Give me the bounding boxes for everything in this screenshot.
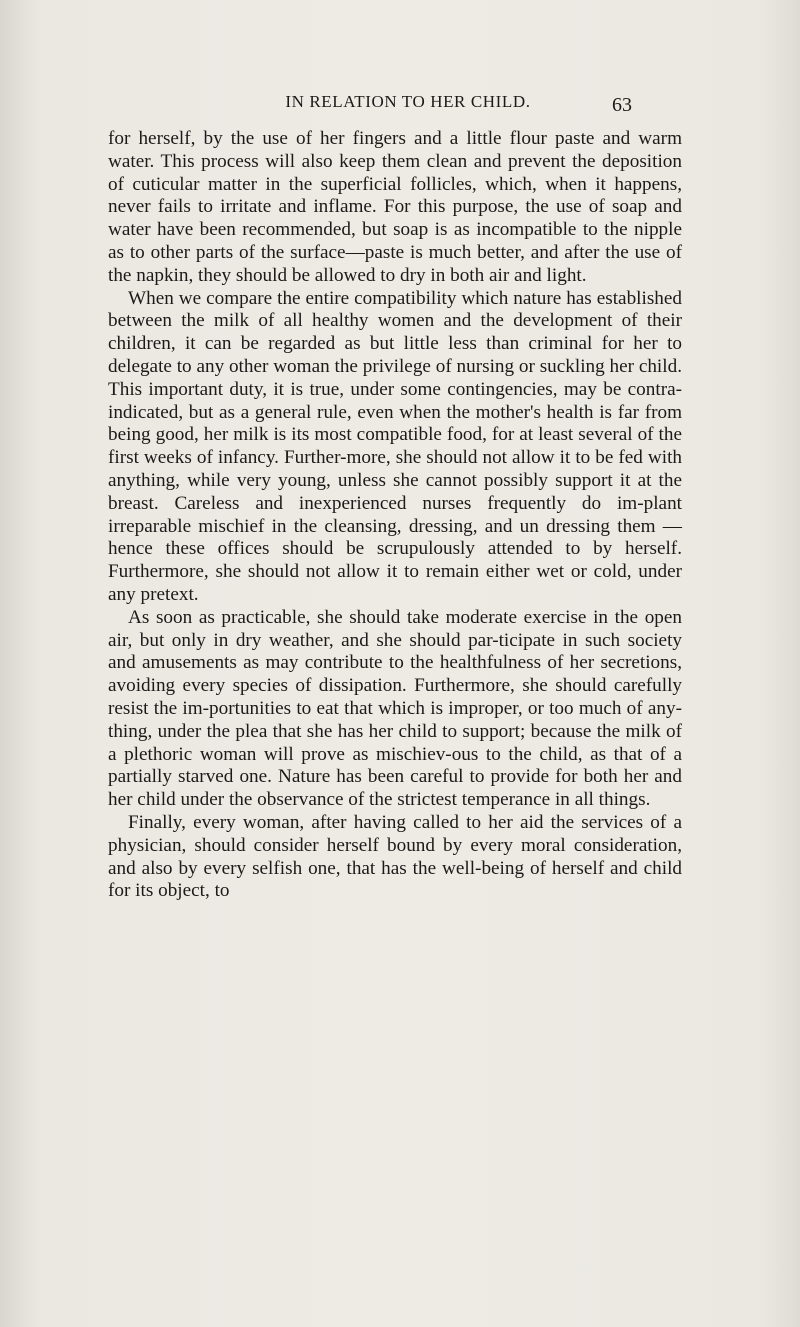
running-head (0, 92, 800, 122)
paragraph-exercise: As soon as practicable, she should take moderate exercise in the open air, but only in dry weather, and she should par-ticipate in such society and amusements as may contribute to the healthfulness of her secretions, avoiding every species of dissipation. Furthermore, she should carefully resist the im-portunities to eat that which is improper, or too much of any-thing, under the plea that she has her child to support; because the milk of a plethoric woman will prove as mischiev-ous to the child, as that of a partially starved one. Nature has been careful to provide for both her and her child under the observance of the strictest temperance in all things. (108, 606, 682, 811)
page-number: 63 (612, 94, 632, 116)
running-head-title: IN RELATION TO HER CHILD. (285, 92, 531, 111)
paragraph-nursing-privilege: When we compare the entire compatibility which nature has established between the milk of all healthy women and the development of their children, it can be regarded as but little less than criminal for her to delegate to any other woman the privilege of nursing or suckling her child. This important duty, it is true, under some contingencies, may be contra-indicated, but as a general rule, even when the mother's health is far from being good, her milk is its most compatible food, for at least several of the first weeks of infancy. Further-more, she should not allow it to be fed with anything, while very young, unless she cannot possibly support it at the breast. Careless and inexperienced nurses frequently do im-plant irreparable mischief in the cleansing, dressing, and un dressing them — hence these offices should be scrupulously attended to by herself. Furthermore, she should not allow it to remain either wet or cold, under any pretext. (108, 287, 682, 605)
body-text (108, 128, 682, 903)
paragraph-continued: for herself, by the use of her fingers and a little flour paste and warm water. This process will also keep them clean and prevent the deposition of cuticular matter in the superficial follicles, which, when it happens, never fails to irritate and inflame. For this purpose, the use of soap and water have been recommended, but soap is as incompatible to the nipple as to other parts of the surface—paste is much better, and after the use of the napkin, they should be allowed to dry in both air and light. (108, 128, 682, 286)
paragraph-finally: Finally, every woman, after having called to her aid the services of a physician, should consider herself bound by every moral consideration, and also by every selfish one, that has the well-being of herself and child for its object, to (108, 811, 682, 902)
